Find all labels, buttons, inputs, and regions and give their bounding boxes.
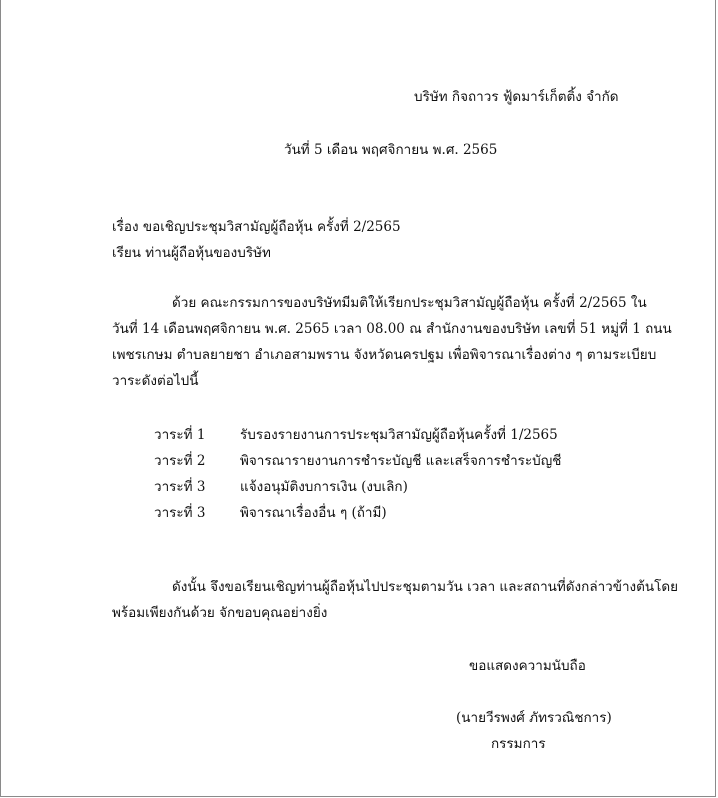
document-date: วันที่ 5 เดือน พฤศจิกายน พ.ศ. 2565 [284,142,498,158]
agenda-text: แจ้งอนุมัติงบการเงิน (งบเลิก) [240,479,408,495]
agenda-text: พิจารณารายงานการชำระบัญชี และเสร็จการชำระบัญชี [240,453,562,469]
document-subject: เรื่อง ขอเชิญประชุมวิสามัญผู้ถือหุ้น ครั้งที่ 2/2565 [112,219,401,235]
agenda-text: รับรองรายงานการประชุมวิสามัญผู้ถือหุ้นครั้งที่ 1/2565 [240,427,558,443]
agenda-label: วาระที่ 2 [154,453,206,469]
regards-text: ขอแสดงความนับถือ [469,658,586,674]
body-line: เพชรเกษม ตำบลยายชา อำเภอสามพราน จังหวัดนครปฐม เพื่อพิจารณาเรื่องต่าง ๆ ตามระเบียบ [112,347,657,363]
agenda-label: วาระที่ 1 [154,427,206,443]
agenda-text: พิจารณาเรื่องอื่น ๆ (ถ้ามี) [240,505,387,521]
signer-title: กรรมการ [491,736,546,752]
closing-line: ดังนั้น จึงขอเรียนเชิญท่านผู้ถือหุ้นไปประชุมตามวัน เวลา และสถานที่ดังกล่าวข้างต้นโดย [172,579,679,595]
agenda-label: วาระที่ 3 [154,505,206,521]
body-paragraph [112,290,672,394]
body-line: วาระดังต่อไปนี้ [112,373,199,389]
body-line: วันที่ 14 เดือนพฤศจิกายน พ.ศ. 2565 เวลา 08.00 ณ สำนักงานของบริษัท เลขที่ 51 หมู่ที่ 1 ถนน [112,321,672,337]
closing-paragraph [112,574,679,626]
company-name: บริษัท กิจถาวร ฟู้ดมาร์เก็ตติ้ง จำกัด [414,89,619,105]
signer-name: (นายวีรพงศ์ ภัทรวณิชการ) [456,710,612,726]
closing-line: พร้อมเพียงกันด้วย จักขอบคุณอย่างยิ่ง [112,605,328,621]
agenda-label: วาระที่ 3 [154,479,206,495]
body-line: ด้วย คณะกรรมการของบริษัทมีมติให้เรียกประชุมวิสามัญผู้ถือหุ้น ครั้งที่ 2/2565 ใน [172,295,647,311]
document-salutation: เรียน ท่านผู้ถือหุ้นของบริษัท [112,245,271,261]
